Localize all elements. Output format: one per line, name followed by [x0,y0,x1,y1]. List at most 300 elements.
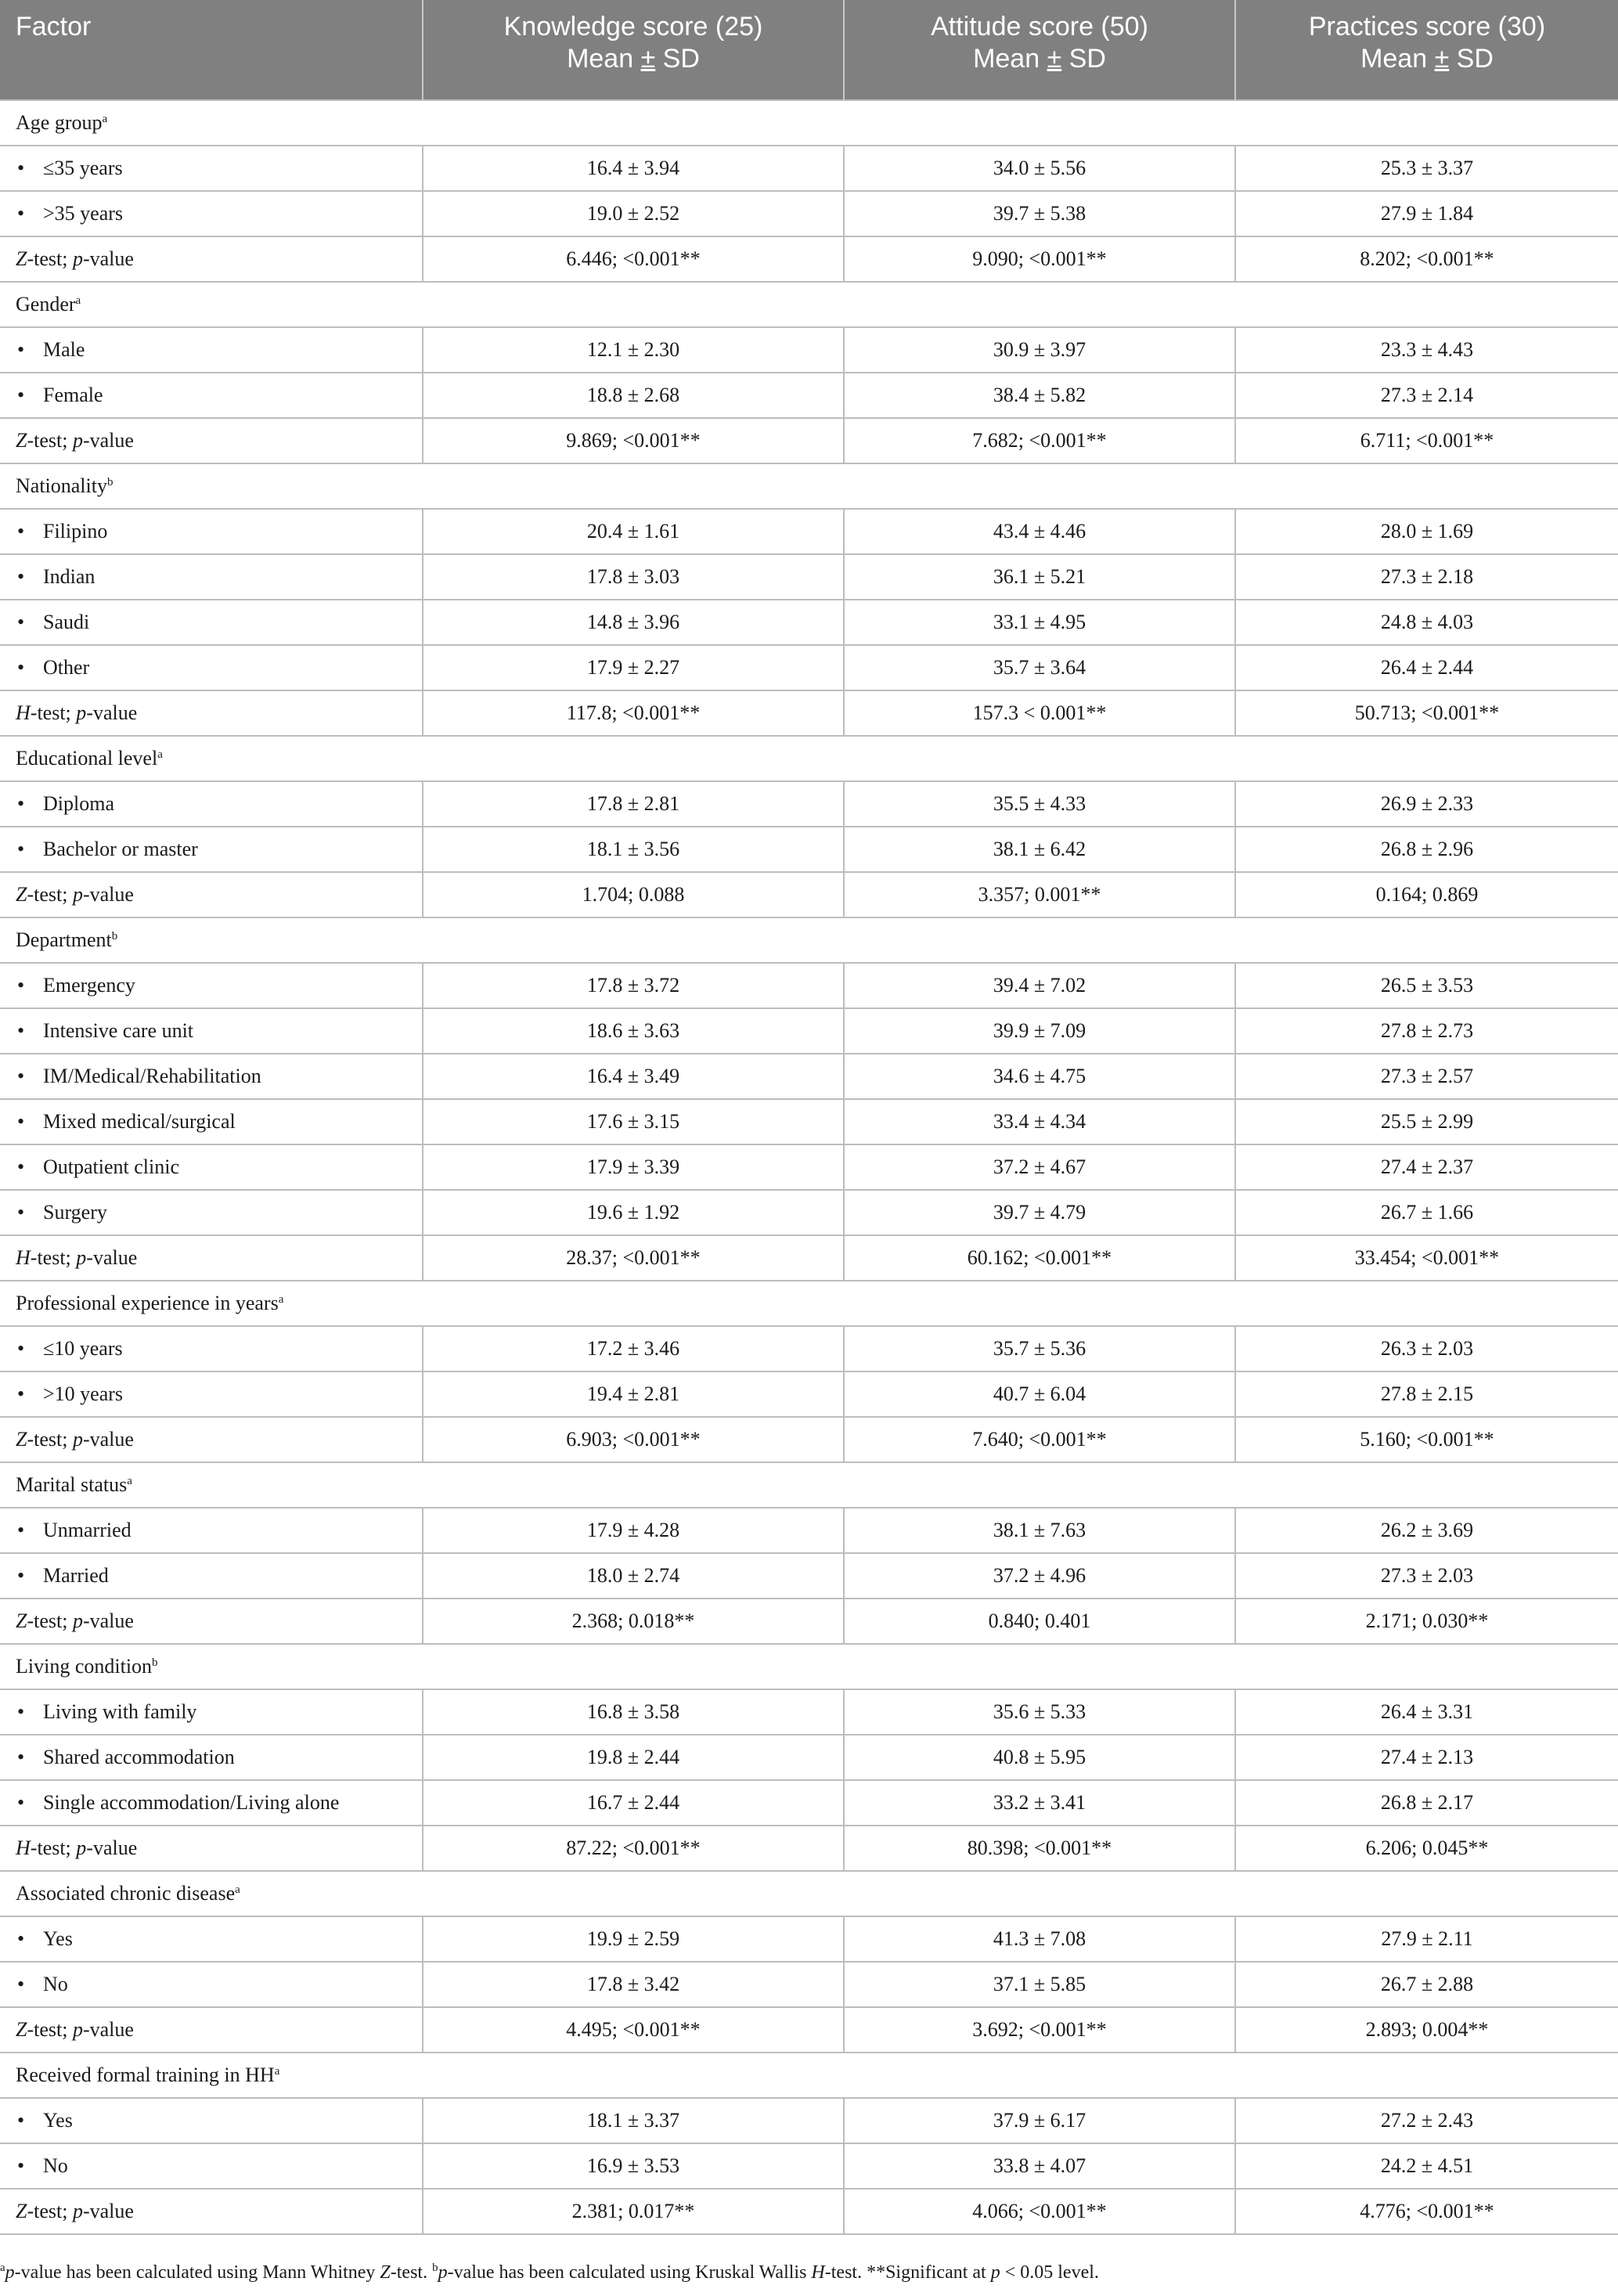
knowledge-cell: 18.1 ± 3.56 [423,827,844,872]
bullet-icon: • [17,1927,25,1950]
row-label [0,1508,423,1553]
knowledge-cell: 17.6 ± 3.15 [423,1099,844,1144]
test-stat-letter: Z [16,2200,27,2222]
bullet-icon: • [17,1019,25,1042]
row-label-text: >10 years [43,1382,124,1405]
test-label [0,1417,423,1462]
row-label [0,1962,423,2007]
practices-cell: 26.8 ± 2.17 [1235,1780,1618,1826]
bullet-icon: • [17,1746,25,1768]
p-letter: p [76,701,87,724]
practices-cell: 26.9 ± 2.33 [1235,781,1618,827]
attitude-cell: 40.7 ± 6.04 [844,1371,1235,1417]
p-suffix: -value [82,247,134,270]
practices-cell: 23.3 ± 4.43 [1235,327,1618,373]
header-attitude-title: Attitude score (50) [931,12,1148,41]
footnote-marker: a [102,113,108,125]
row-label-text: Other [43,656,90,679]
table-row [0,963,1618,1008]
attitude-cell: 35.5 ± 4.33 [844,781,1235,827]
row-label-text: Surgery [43,1201,107,1224]
group-label [0,2053,1618,2098]
attitude-cell: 34.6 ± 4.75 [844,1054,1235,1099]
knowledge-cell: 17.8 ± 3.72 [423,963,844,1008]
group-label-text: Professional experience in years [16,1292,279,1314]
table-row [0,327,1618,373]
practices-cell: 26.3 ± 2.03 [1235,1326,1618,1371]
knowledge-cell: 17.9 ± 4.28 [423,1508,844,1553]
table-row [0,827,1618,872]
bullet-icon: • [17,1201,25,1224]
bullet-icon: • [17,792,25,815]
knowledge-cell: 17.8 ± 3.42 [423,1962,844,2007]
test-stat-letter: H [16,1246,31,1269]
row-label-text: Yes [43,1927,73,1950]
p-suffix: -value [86,701,138,724]
table-row [0,1916,1618,1962]
attitude-cell: 35.7 ± 3.64 [844,645,1235,690]
test-stat-letter: H [16,1836,31,1859]
header-practices-title: Practices score (30) [1308,12,1546,41]
table-row [0,554,1618,600]
footnote-marker: a [274,2065,280,2078]
row-label [0,1326,423,1371]
knowledge-test-cell: 1.704; 0.088 [423,872,844,917]
practices-test-cell: 4.776; <0.001** [1235,2189,1618,2234]
row-label-text: Filipino [43,520,108,542]
row-label-text: Male [43,338,85,361]
group-header-row [0,463,1618,509]
row-label-text: Indian [43,565,95,588]
practices-test-cell: 50.713; <0.001** [1235,690,1618,736]
group-label-text: Age group [16,111,103,134]
group-label-text: Gender [16,293,76,315]
knowledge-cell: 14.8 ± 3.96 [423,600,844,645]
row-label-text: Married [43,1564,109,1587]
bullet-icon: • [17,520,25,542]
p-letter: p [72,2018,83,2041]
bullet-icon: • [17,1065,25,1087]
knowledge-cell: 17.2 ± 3.46 [423,1326,844,1371]
practices-cell: 28.0 ± 1.69 [1235,509,1618,554]
test-suffix: -test; [27,247,73,270]
test-row [0,1417,1618,1462]
p-letter: p [72,429,83,452]
group-label [0,463,1618,509]
table-row [0,645,1618,690]
attitude-cell: 39.4 ± 7.02 [844,963,1235,1008]
row-label [0,1190,423,1235]
attitude-cell: 41.3 ± 7.08 [844,1916,1235,1962]
attitude-cell: 33.4 ± 4.34 [844,1099,1235,1144]
bullet-icon: • [17,2154,25,2177]
knowledge-test-cell: 2.381; 0.017** [423,2189,844,2234]
row-label-text: >35 years [43,202,124,225]
p-suffix: -value [82,2200,134,2222]
attitude-test-cell: 60.162; <0.001** [844,1235,1235,1281]
p-suffix: -value [82,1609,134,1632]
test-label [0,418,423,463]
table-row [0,1780,1618,1826]
knowledge-cell: 19.8 ± 2.44 [423,1735,844,1780]
practices-cell: 26.7 ± 2.88 [1235,1962,1618,2007]
row-label [0,1780,423,1826]
test-stat-letter: Z [16,1609,27,1632]
group-header-row [0,1644,1618,1689]
attitude-test-cell: 3.692; <0.001** [844,2007,1235,2053]
attitude-cell: 37.1 ± 5.85 [844,1962,1235,2007]
knowledge-cell: 17.9 ± 3.39 [423,1144,844,1190]
test-stat-letter: Z [16,883,27,906]
row-label-text: No [43,1973,68,1995]
row-label-text: Bachelor or master [43,838,198,860]
test-suffix: -test; [27,1428,73,1451]
practices-cell: 27.8 ± 2.15 [1235,1371,1618,1417]
group-label [0,1281,1618,1326]
attitude-test-cell: 157.3 < 0.001** [844,690,1235,736]
test-suffix: -test; [27,429,73,452]
practices-test-cell: 33.454; <0.001** [1235,1235,1618,1281]
test-label [0,1826,423,1871]
table-row [0,1508,1618,1553]
group-header-row [0,100,1618,146]
row-label [0,1689,423,1735]
table-row [0,1099,1618,1144]
row-label [0,1008,423,1054]
knowledge-cell: 19.6 ± 1.92 [423,1190,844,1235]
test-row [0,2007,1618,2053]
practices-test-cell: 0.164; 0.869 [1235,872,1618,917]
header-factor: Factor [0,0,423,100]
table-row [0,1054,1618,1099]
row-label-text: Saudi [43,611,90,633]
attitude-test-cell: 3.357; 0.001** [844,872,1235,917]
table-row [0,1689,1618,1735]
attitude-cell: 35.7 ± 5.36 [844,1326,1235,1371]
group-label [0,917,1618,963]
table-row [0,781,1618,827]
bullet-icon: • [17,1973,25,1995]
table-header-row [0,0,1618,100]
knowledge-cell: 20.4 ± 1.61 [423,509,844,554]
practices-cell: 24.8 ± 4.03 [1235,600,1618,645]
knowledge-cell: 18.8 ± 2.68 [423,373,844,418]
knowledge-cell: 16.4 ± 3.94 [423,146,844,191]
header-practices [1235,0,1618,100]
table-row [0,1553,1618,1599]
bullet-icon: • [17,384,25,406]
p-suffix: -value [82,2018,134,2041]
row-label-text: Diploma [43,792,114,815]
test-row [0,1826,1618,1871]
knowledge-cell: 16.9 ± 3.53 [423,2143,844,2189]
group-label-text: Nationality [16,474,107,497]
row-label-text: Shared accommodation [43,1746,235,1768]
group-label [0,1644,1618,1689]
header-knowledge-stat: Mean ± SD [567,44,700,74]
practices-cell: 26.4 ± 3.31 [1235,1689,1618,1735]
test-stat-letter: Z [16,1428,27,1451]
knowledge-cell: 18.1 ± 3.37 [423,2098,844,2143]
p-letter: p [72,247,83,270]
group-label [0,282,1618,327]
test-row [0,236,1618,282]
group-label [0,1871,1618,1916]
knowledge-cell: 18.6 ± 3.63 [423,1008,844,1054]
table-row [0,1144,1618,1190]
row-label-text: Female [43,384,103,406]
test-row [0,2189,1618,2234]
row-label-text: Unmarried [43,1519,132,1541]
row-label [0,1054,423,1099]
row-label [0,2098,423,2143]
knowledge-cell: 16.7 ± 2.44 [423,1780,844,1826]
table-row [0,1326,1618,1371]
practices-cell: 27.3 ± 2.03 [1235,1553,1618,1599]
group-header-row [0,282,1618,327]
practices-cell: 27.8 ± 2.73 [1235,1008,1618,1054]
attitude-cell: 30.9 ± 3.97 [844,327,1235,373]
knowledge-cell: 19.4 ± 2.81 [423,1371,844,1417]
bullet-icon: • [17,838,25,860]
p-suffix: -value [86,1836,138,1859]
test-suffix: -test; [30,1246,77,1269]
group-header-row [0,917,1618,963]
knowledge-test-cell: 6.446; <0.001** [423,236,844,282]
group-label [0,1462,1618,1508]
test-row [0,690,1618,736]
bullet-icon: • [17,1791,25,1814]
test-suffix: -test; [30,701,77,724]
footnote-marker: b [106,476,114,488]
practices-cell: 27.4 ± 2.37 [1235,1144,1618,1190]
table-footnote: $^a$p-value has been calculated using Mann Whitney Z-test. $^b$p-value has been calculated using Kruskal Wallis H-test. **Significant at p < 0.05 level. [0,2262,1099,2283]
practices-cell: 26.2 ± 3.69 [1235,1508,1618,1553]
knowledge-cell: 16.4 ± 3.49 [423,1054,844,1099]
header-attitude-stat: Mean ± SD [973,44,1106,74]
practices-cell: 27.9 ± 1.84 [1235,191,1618,236]
row-label [0,1144,423,1190]
row-label [0,1553,423,1599]
row-label [0,827,423,872]
knowledge-test-cell: 4.495; <0.001** [423,2007,844,2053]
practices-cell: 27.9 ± 2.11 [1235,1916,1618,1962]
practices-test-cell: 6.206; 0.045** [1235,1826,1618,1871]
test-label [0,872,423,917]
attitude-cell: 39.7 ± 4.79 [844,1190,1235,1235]
row-label [0,2143,423,2189]
test-label [0,2007,423,2053]
row-label [0,373,423,418]
practices-cell: 26.5 ± 3.53 [1235,963,1618,1008]
attitude-cell: 35.6 ± 5.33 [844,1689,1235,1735]
bullet-icon: • [17,565,25,588]
table-row [0,1962,1618,2007]
footnote-marker: a [157,748,163,761]
row-label-text: Living with family [43,1700,197,1723]
test-row [0,872,1618,917]
knowledge-cell: 19.0 ± 2.52 [423,191,844,236]
group-label-text: Marital status [16,1473,128,1496]
bullet-icon: • [17,2109,25,2132]
table-row [0,2143,1618,2189]
header-knowledge-title: Knowledge score (25) [503,12,763,41]
attitude-test-cell: 0.840; 0.401 [844,1599,1235,1644]
attitude-cell: 39.9 ± 7.09 [844,1008,1235,1054]
row-label [0,781,423,827]
group-header-row [0,2053,1618,2098]
test-row [0,1235,1618,1281]
attitude-cell: 38.1 ± 6.42 [844,827,1235,872]
row-label [0,645,423,690]
test-stat-letter: H [16,701,31,724]
table-row [0,600,1618,645]
knowledge-cell: 17.8 ± 3.03 [423,554,844,600]
attitude-cell: 33.1 ± 4.95 [844,600,1235,645]
p-letter: p [76,1836,87,1859]
practices-cell: 27.3 ± 2.14 [1235,373,1618,418]
knowledge-test-cell: 28.37; <0.001** [423,1235,844,1281]
knowledge-cell: 18.0 ± 2.74 [423,1553,844,1599]
bullet-icon: • [17,611,25,633]
test-label [0,1235,423,1281]
attitude-cell: 37.2 ± 4.67 [844,1144,1235,1190]
group-header-row [0,1871,1618,1916]
p-letter: p [72,2200,83,2222]
knowledge-cell: 16.8 ± 3.58 [423,1689,844,1735]
p-letter: p [72,1609,83,1632]
practices-cell: 25.5 ± 2.99 [1235,1099,1618,1144]
row-label [0,1099,423,1144]
test-suffix: -test; [27,2200,73,2222]
knowledge-cell: 17.9 ± 2.27 [423,645,844,690]
group-header-row [0,736,1618,781]
test-suffix: -test; [27,883,73,906]
knowledge-test-cell: 9.869; <0.001** [423,418,844,463]
p-letter: p [72,1428,83,1451]
row-label-text: ≤10 years [43,1337,123,1360]
header-knowledge [423,0,844,100]
attitude-cell: 37.9 ± 6.17 [844,2098,1235,2143]
practices-cell: 26.8 ± 2.96 [1235,827,1618,872]
knowledge-test-cell: 87.22; <0.001** [423,1826,844,1871]
practices-cell: 27.3 ± 2.18 [1235,554,1618,600]
row-label [0,327,423,373]
row-label [0,191,423,236]
row-label [0,554,423,600]
knowledge-test-cell: 2.368; 0.018** [423,1599,844,1644]
attitude-cell: 38.4 ± 5.82 [844,373,1235,418]
table-body [0,100,1618,2234]
test-label [0,2189,423,2234]
bullet-icon: • [17,1155,25,1178]
knowledge-test-cell: 117.8; <0.001** [423,690,844,736]
group-label [0,100,1618,146]
test-label [0,690,423,736]
row-label-text: Outpatient clinic [43,1155,180,1178]
practices-test-cell: 6.711; <0.001** [1235,418,1618,463]
group-label [0,736,1618,781]
group-header-row [0,1281,1618,1326]
practices-test-cell: 2.171; 0.030** [1235,1599,1618,1644]
bullet-icon: • [17,974,25,997]
bullet-icon: • [17,1564,25,1587]
test-stat-letter: Z [16,2018,27,2041]
group-label-text: Educational level [16,747,158,770]
group-label-text: Received formal training in HH [16,2064,275,2086]
table-row [0,1371,1618,1417]
footnote-marker: a [278,1293,284,1306]
table-row [0,2098,1618,2143]
group-label-text: Department [16,928,112,951]
attitude-test-cell: 7.640; <0.001** [844,1417,1235,1462]
footnote-marker: b [111,930,118,943]
test-stat-letter: Z [16,247,27,270]
test-row [0,418,1618,463]
p-letter: p [76,1246,87,1269]
bullet-icon: • [17,1337,25,1360]
test-suffix: -test; [27,2018,73,2041]
test-label [0,1599,423,1644]
table-row [0,373,1618,418]
test-suffix: -test; [30,1836,77,1859]
header-practices-stat: Mean ± SD [1360,44,1494,74]
bullet-icon: • [17,1110,25,1133]
knowledge-cell: 17.8 ± 2.81 [423,781,844,827]
row-label-text: No [43,2154,68,2177]
attitude-test-cell: 7.682; <0.001** [844,418,1235,463]
attitude-cell: 34.0 ± 5.56 [844,146,1235,191]
test-row [0,1599,1618,1644]
table-row [0,191,1618,236]
attitude-cell: 37.2 ± 4.96 [844,1553,1235,1599]
attitude-cell: 40.8 ± 5.95 [844,1735,1235,1780]
bullet-icon: • [17,1700,25,1723]
row-label [0,1735,423,1780]
p-suffix: -value [82,883,134,906]
practices-cell: 27.3 ± 2.57 [1235,1054,1618,1099]
attitude-cell: 43.4 ± 4.46 [844,509,1235,554]
footnote-marker: a [127,1475,132,1487]
table-row [0,1190,1618,1235]
group-label-text: Living condition [16,1655,153,1678]
test-label [0,236,423,282]
attitude-cell: 33.2 ± 3.41 [844,1780,1235,1826]
practices-test-cell: 8.202; <0.001** [1235,236,1618,282]
footnote-marker: a [75,294,81,307]
attitude-test-cell: 4.066; <0.001** [844,2189,1235,2234]
knowledge-cell: 12.1 ± 2.30 [423,327,844,373]
test-stat-letter: Z [16,429,27,452]
bullet-icon: • [17,202,25,225]
practices-cell: 27.2 ± 2.43 [1235,2098,1618,2143]
row-label-text: Intensive care unit [43,1019,194,1042]
footnote-marker: b [152,1656,158,1669]
bullet-icon: • [17,157,25,179]
bullet-icon: • [17,656,25,679]
practices-cell: 24.2 ± 4.51 [1235,2143,1618,2189]
knowledge-cell: 19.9 ± 2.59 [423,1916,844,1962]
bullet-icon: • [17,1519,25,1541]
row-label [0,146,423,191]
header-attitude [844,0,1235,100]
row-label-text: Yes [43,2109,73,2132]
practices-cell: 25.3 ± 3.37 [1235,146,1618,191]
attitude-test-cell: 80.398; <0.001** [844,1826,1235,1871]
row-label-text: Emergency [43,974,135,997]
test-suffix: -test; [27,1609,73,1632]
row-label-text: ≤35 years [43,157,123,179]
